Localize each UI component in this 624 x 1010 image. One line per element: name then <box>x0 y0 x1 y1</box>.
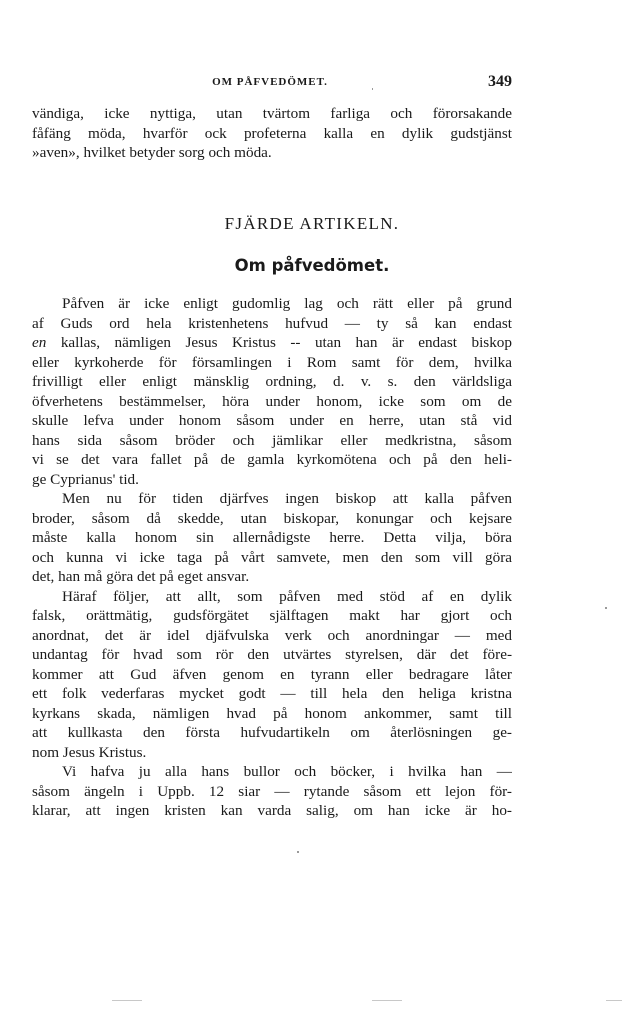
text-line: kommer att Gud äfven genom en tyrann eller bedragare låter <box>32 665 512 683</box>
scan-mark <box>372 1000 402 1001</box>
text-line: måste kalla honom sin allernådigste herre. Detta vilja, böra <box>32 529 512 546</box>
text-line: Vi hafva ju alla hans bullor och böcker, i hvilka han — <box>62 763 512 780</box>
text-line: »aven», hvilket betyder sorg och möda. <box>32 144 272 161</box>
text-line: Häraf följer, att allt, som påfven med stöd af en dylik <box>62 587 512 605</box>
text-line: frivilligt eller enligt mänsklig ordning, d. v. s. den världsliga <box>32 373 512 390</box>
text-line: klarar, att ingen kristen kan varda salig, om han icke är ho- <box>32 802 512 819</box>
text-line: nom Jesus Kristus. <box>32 743 147 761</box>
text-line <box>32 333 512 353</box>
text-line: undantag för hvad som rör den utvärtes styrelsen, där det före- <box>32 646 512 663</box>
scan-speck <box>605 607 607 609</box>
text-line: af Guds ord hela kristenhetens hufvud — ty så kan endast <box>32 314 512 332</box>
scan-speck <box>372 88 373 90</box>
scan-mark <box>112 1000 142 1001</box>
scan-mark <box>606 1000 622 1001</box>
text-line: Men nu för tiden djärfves ingen biskop att kalla påfven <box>62 490 512 507</box>
text-line: vi se det vara fallet på de gamla kyrkomötena och på den heli- <box>32 451 512 468</box>
text-line: ett folk vederfaras mycket godt — till hela den heliga kristna <box>32 685 512 702</box>
article-heading: FJÄRDE ARTIKELN. <box>224 214 400 233</box>
text-line: att kullkasta den första hufvudartikeln om återlösningen ge- <box>32 724 512 741</box>
text-line-rest: kallas, nämligen Jesus Kristus -- utan han är endast biskop <box>60 334 512 351</box>
text-line: skulle lefva under honom såsom under en herre, utan stå vid <box>32 412 512 429</box>
text-line: vändiga, icke nyttiga, utan tvärtom farliga och förorsakande <box>32 105 512 122</box>
text-line: fåfäng möda, hvarför ock profeterna kalla en dylik gudstjänst <box>32 124 512 142</box>
text-line: såsom ängeln i Uppb. 12 siar — rytande såsom ett lejon för- <box>32 782 512 800</box>
text-line: Påfven är icke enligt gudomlig lag och rätt eller på grund <box>62 295 512 312</box>
running-title: OM PÅFVEDÖMET. <box>212 76 328 88</box>
text-line: öfverhetens bestämmelser, höra under honom, icke som om de <box>32 392 512 410</box>
text-line: det, han må göra det på eget ansvar. <box>32 568 250 585</box>
intro-paragraph <box>32 104 512 163</box>
text-line: hans sida såsom bröder och jämlikar eller medkristna, såsom <box>32 431 512 449</box>
text-line: eller kyrkoherde för församlingen i Rom samt för dem, hvilka <box>32 353 512 371</box>
text-line: och kunna vi icke taga på vårt samvete, men den som vill göra <box>32 548 512 566</box>
text-line: broder, såsom då skedde, utan biskopar, konungar och kejsare <box>32 509 512 527</box>
running-head <box>0 73 624 98</box>
text-line: falsk, orättmätig, gudsförgätet själftagen makt har gjort och <box>32 607 512 624</box>
emphasis-word: en <box>32 334 47 351</box>
text-line: anordnat, det är idel djäfvulska verk och anordningar — med <box>32 626 512 644</box>
main-text <box>32 294 512 821</box>
article-subheading: Om påfvedömet. <box>234 256 390 275</box>
text-line: kyrkans skada, nämligen hvad på honom ankommer, samt till <box>32 704 512 722</box>
text-line: ge Cyprianus' tid. <box>32 470 139 488</box>
scan-speck <box>297 851 299 853</box>
page-number: 349 <box>488 73 512 90</box>
